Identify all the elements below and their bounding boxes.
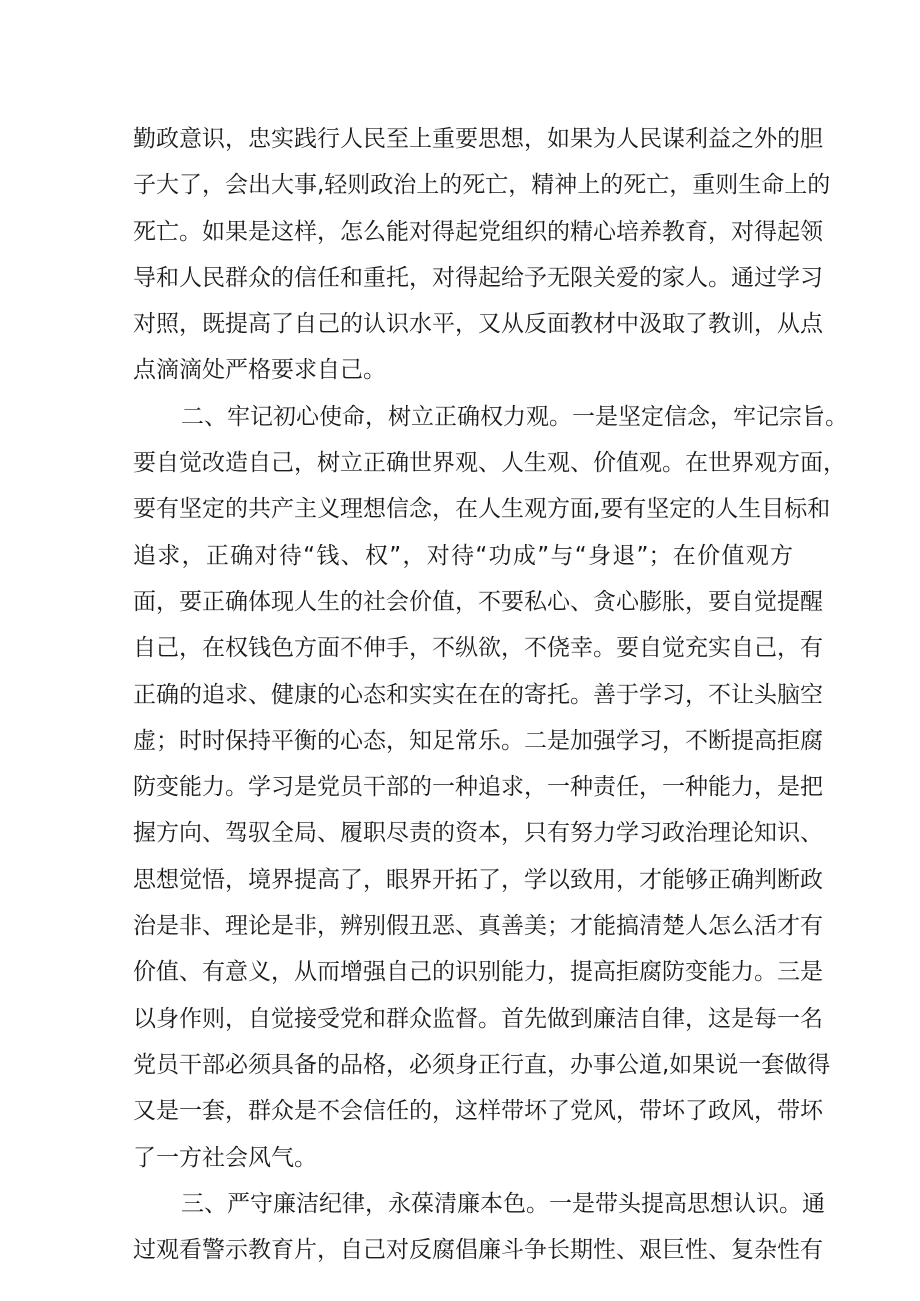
text-line: 正确的追求、健康的心态和实实在在的寄托。善于学习，不让头脑空 <box>133 681 823 708</box>
text-line: 防变能力。学习是党员干部的一种追求，一种责任，一种能力，是把 <box>133 774 823 801</box>
document-body <box>133 116 848 1273</box>
paragraph-heading-line: 三、严守廉洁纪律，永葆清廉本色。一是带头提高思想认识。通 <box>181 1190 825 1217</box>
text-line: 虚；时时保持平衡的心态，知足常乐。二是加强学习，不断提高拒腐 <box>133 727 823 754</box>
text-line: 导和人民群众的信任和重托，对得起给予无限关爱的家人。通过学习 <box>133 264 823 291</box>
paragraph-heading-line: 二、牢记初心使命，树立正确权力观。一是坚定信念，牢记宗旨。 <box>181 403 848 430</box>
paragraph-2 <box>133 394 848 1181</box>
text-line: 面，要正确体现人生的社会价值，不要私心、贪心膨胀，要自觉提醒 <box>133 588 823 615</box>
text-line: 子大了，会出大事,轻则政治上的死亡，精神上的死亡，重则生命上的 <box>133 172 831 199</box>
text-line: 价值、有意义，从而增强自己的识别能力，提高拒腐防变能力。三是 <box>133 959 823 986</box>
text-line: 勤政意识，忠实践行人民至上重要思想，如果为人民谋利益之外的胆 <box>133 126 823 152</box>
text-line: 治是非、理论是非，辨别假丑恶、真善美；才能搞清楚人怎么活才有 <box>133 913 823 940</box>
text-line: 自己，在权钱色方面不伸手，不纵欲，不侥幸。要自觉充实自己，有 <box>133 635 823 662</box>
text-line: 以身作则，自觉接受党和群众监督。首先做到廉洁自律，这是每一名 <box>133 1005 823 1032</box>
text-line: 对照，既提高了自己的认识水平，又从反面教材中汲取了教训，从点 <box>133 311 823 338</box>
text-line: 过观看警示教育片，自己对反腐倡廉斗争长期性、艰巨性、复杂性有 <box>133 1237 823 1264</box>
text-line: 又是一套，群众是不会信任的，这样带坏了党风，带坏了政风，带坏 <box>133 1098 823 1125</box>
paragraph-3 <box>133 1181 825 1274</box>
text-line: 了一方社会风气。 <box>133 1144 317 1171</box>
paragraph-1 <box>133 116 831 394</box>
text-line: 党员干部必须具备的品格，必须身正行直，办事公道,如果说一套做得 <box>133 1051 831 1078</box>
text-line: 死亡。如果是这样，怎么能对得起党组织的精心培养教育，对得起领 <box>133 218 823 245</box>
text-line: 追求，正确对待“钱、权”，对待“功成”与“身退”；在价值观方 <box>133 542 793 569</box>
text-line: 握方向、驾驭全局、履职尽责的资本，只有努力学习政治理论知识、 <box>133 820 823 847</box>
text-line: 点滴滴处严格要求自己。 <box>133 357 386 384</box>
text-line: 要有坚定的共产主义理想信念，在人生观方面,要有坚定的人生目标和 <box>133 496 831 523</box>
text-line: 要自觉改造自己，树立正确世界观、人生观、价值观。在世界观方面， <box>133 450 846 477</box>
text-line: 思想觉悟，境界提高了，眼界开拓了，学以致用，才能够正确判断政 <box>133 866 823 893</box>
